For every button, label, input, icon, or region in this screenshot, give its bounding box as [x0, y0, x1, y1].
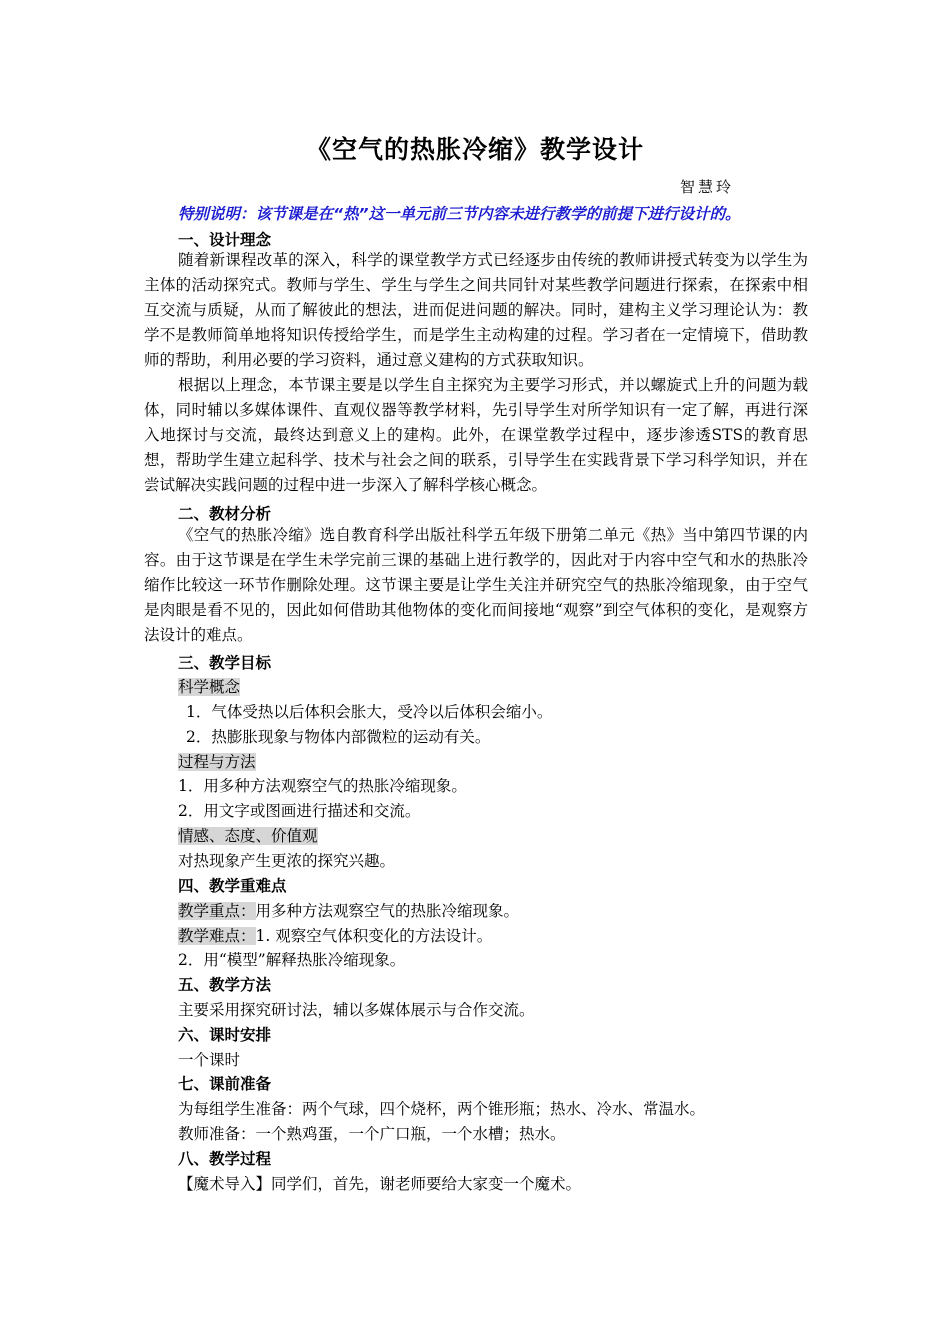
category-label-attitude-values: 情感、态度、价值观 — [178, 827, 318, 845]
teaching-process-text: 【魔术导入】同学们，首先，谢老师要给大家变一个魔术。 — [178, 1175, 582, 1193]
key-point-label: 教学重点： — [178, 902, 256, 920]
paragraph-design-concept-2: 根据以上理念，本节课主要是以学生自主探究为主要学习形式，并以螺旋式上升的问题为载体，同时辅以多媒体课件、直观仪器等教学材料，先引导学生对所学知识有一定了解，再进行深入地探讨与交流，最终达到意义上的建构。此外，在课堂教学过程中，逐步渗透STS的教育思想，帮助学生建立起科学、技术与社会之间的联系，引导学生在实践背景下学习科学知识，并在尝试解决实践问题的过程中进一步深入了解科学核心概念。 — [144, 376, 808, 494]
goal-item: 1．气体受热以后体积会胀大，受冷以后体积会缩小。 — [186, 703, 553, 721]
section-heading-teaching-method: 五、教学方法 — [178, 976, 272, 994]
author-name: 智慧玲 — [680, 178, 735, 196]
section-heading-teaching-goals: 三、教学目标 — [178, 654, 272, 672]
goal-item: 2．用文字或图画进行描述和交流。 — [178, 802, 421, 820]
teaching-method-text: 主要采用探究研讨法，辅以多媒体展示与合作交流。 — [178, 1001, 535, 1019]
teacher-preparation-text: 教师准备：一个熟鸡蛋，一个广口瓶，一个水槽；热水。 — [178, 1125, 566, 1143]
document-title: 《空气的热胀冷缩》教学设计 — [305, 135, 644, 164]
student-preparation-text: 为每组学生准备：两个气球，四个烧杯，两个锥形瓶；热水、冷水、常温水。 — [178, 1100, 706, 1118]
difficult-point-label: 教学难点： — [178, 927, 256, 945]
section-heading-teaching-process: 八、教学过程 — [178, 1150, 272, 1168]
goal-item: 对热现象产生更浓的探究兴趣。 — [178, 852, 396, 870]
section-heading-design-concept: 一、设计理念 — [178, 231, 272, 249]
key-point-text: 用多种方法观察空气的热胀冷缩现象。 — [255, 902, 520, 920]
paragraph-design-concept-1: 随着新课程改革的深入，科学的课堂教学方式已经逐步由传统的教师讲授式转变为以学生为主体的活动探究式。教师与学生、学生与学生之间共同针对某些教学问题进行探索，在探索中相互交流与质疑，从而了解彼此的想法，进而促进问题的解决。同时，建构主义学习理论认为：教学不是教师简单地将知识传授给学生，而是学生主动构建的过程。学习者在一定情境下，借助教师的帮助，利用必要的学习资料，通过意义建构的方式获取知识。 — [144, 251, 808, 369]
difficult-point-text-2: 2．用“模型”解释热胀冷缩现象。 — [178, 951, 406, 969]
goal-item: 2．热膨胀现象与物体内部微粒的运动有关。 — [186, 728, 491, 746]
class-hours-text: 一个课时 — [178, 1051, 241, 1069]
special-note: 特别说明：该节课是在“热”这一单元前三节内容未进行教学的前提下进行设计的。 — [178, 205, 741, 223]
difficult-point-text: 1. 观察空气体积变化的方法设计。 — [255, 927, 493, 945]
section-heading-textbook-analysis: 二、教材分析 — [178, 505, 272, 523]
paragraph-textbook-analysis: 《空气的热胀冷缩》选自教育科学出版社科学五年级下册第二单元《热》当中第四节课的内容。由于这节课是在学生未学完前三课的基础上进行教学的，因此对于内容中空气和水的热胀冷缩作比较这一环节作删除处理。这节课主要是让学生关注并研究空气的热胀冷缩现象，由于空气是肉眼是看不见的，因此如何借助其他物体的变化而间接地“观察”到空气体积的变化，是观察方法设计的难点。 — [144, 526, 808, 644]
category-label-process-method: 过程与方法 — [178, 753, 256, 771]
goal-item: 1．用多种方法观察空气的热胀冷缩现象。 — [178, 777, 467, 795]
category-label-science-concept: 科学概念 — [178, 678, 241, 696]
section-heading-key-difficult-points: 四、教学重难点 — [178, 877, 287, 895]
section-heading-preparation: 七、课前准备 — [178, 1075, 272, 1093]
section-heading-class-hours: 六、课时安排 — [178, 1026, 272, 1044]
